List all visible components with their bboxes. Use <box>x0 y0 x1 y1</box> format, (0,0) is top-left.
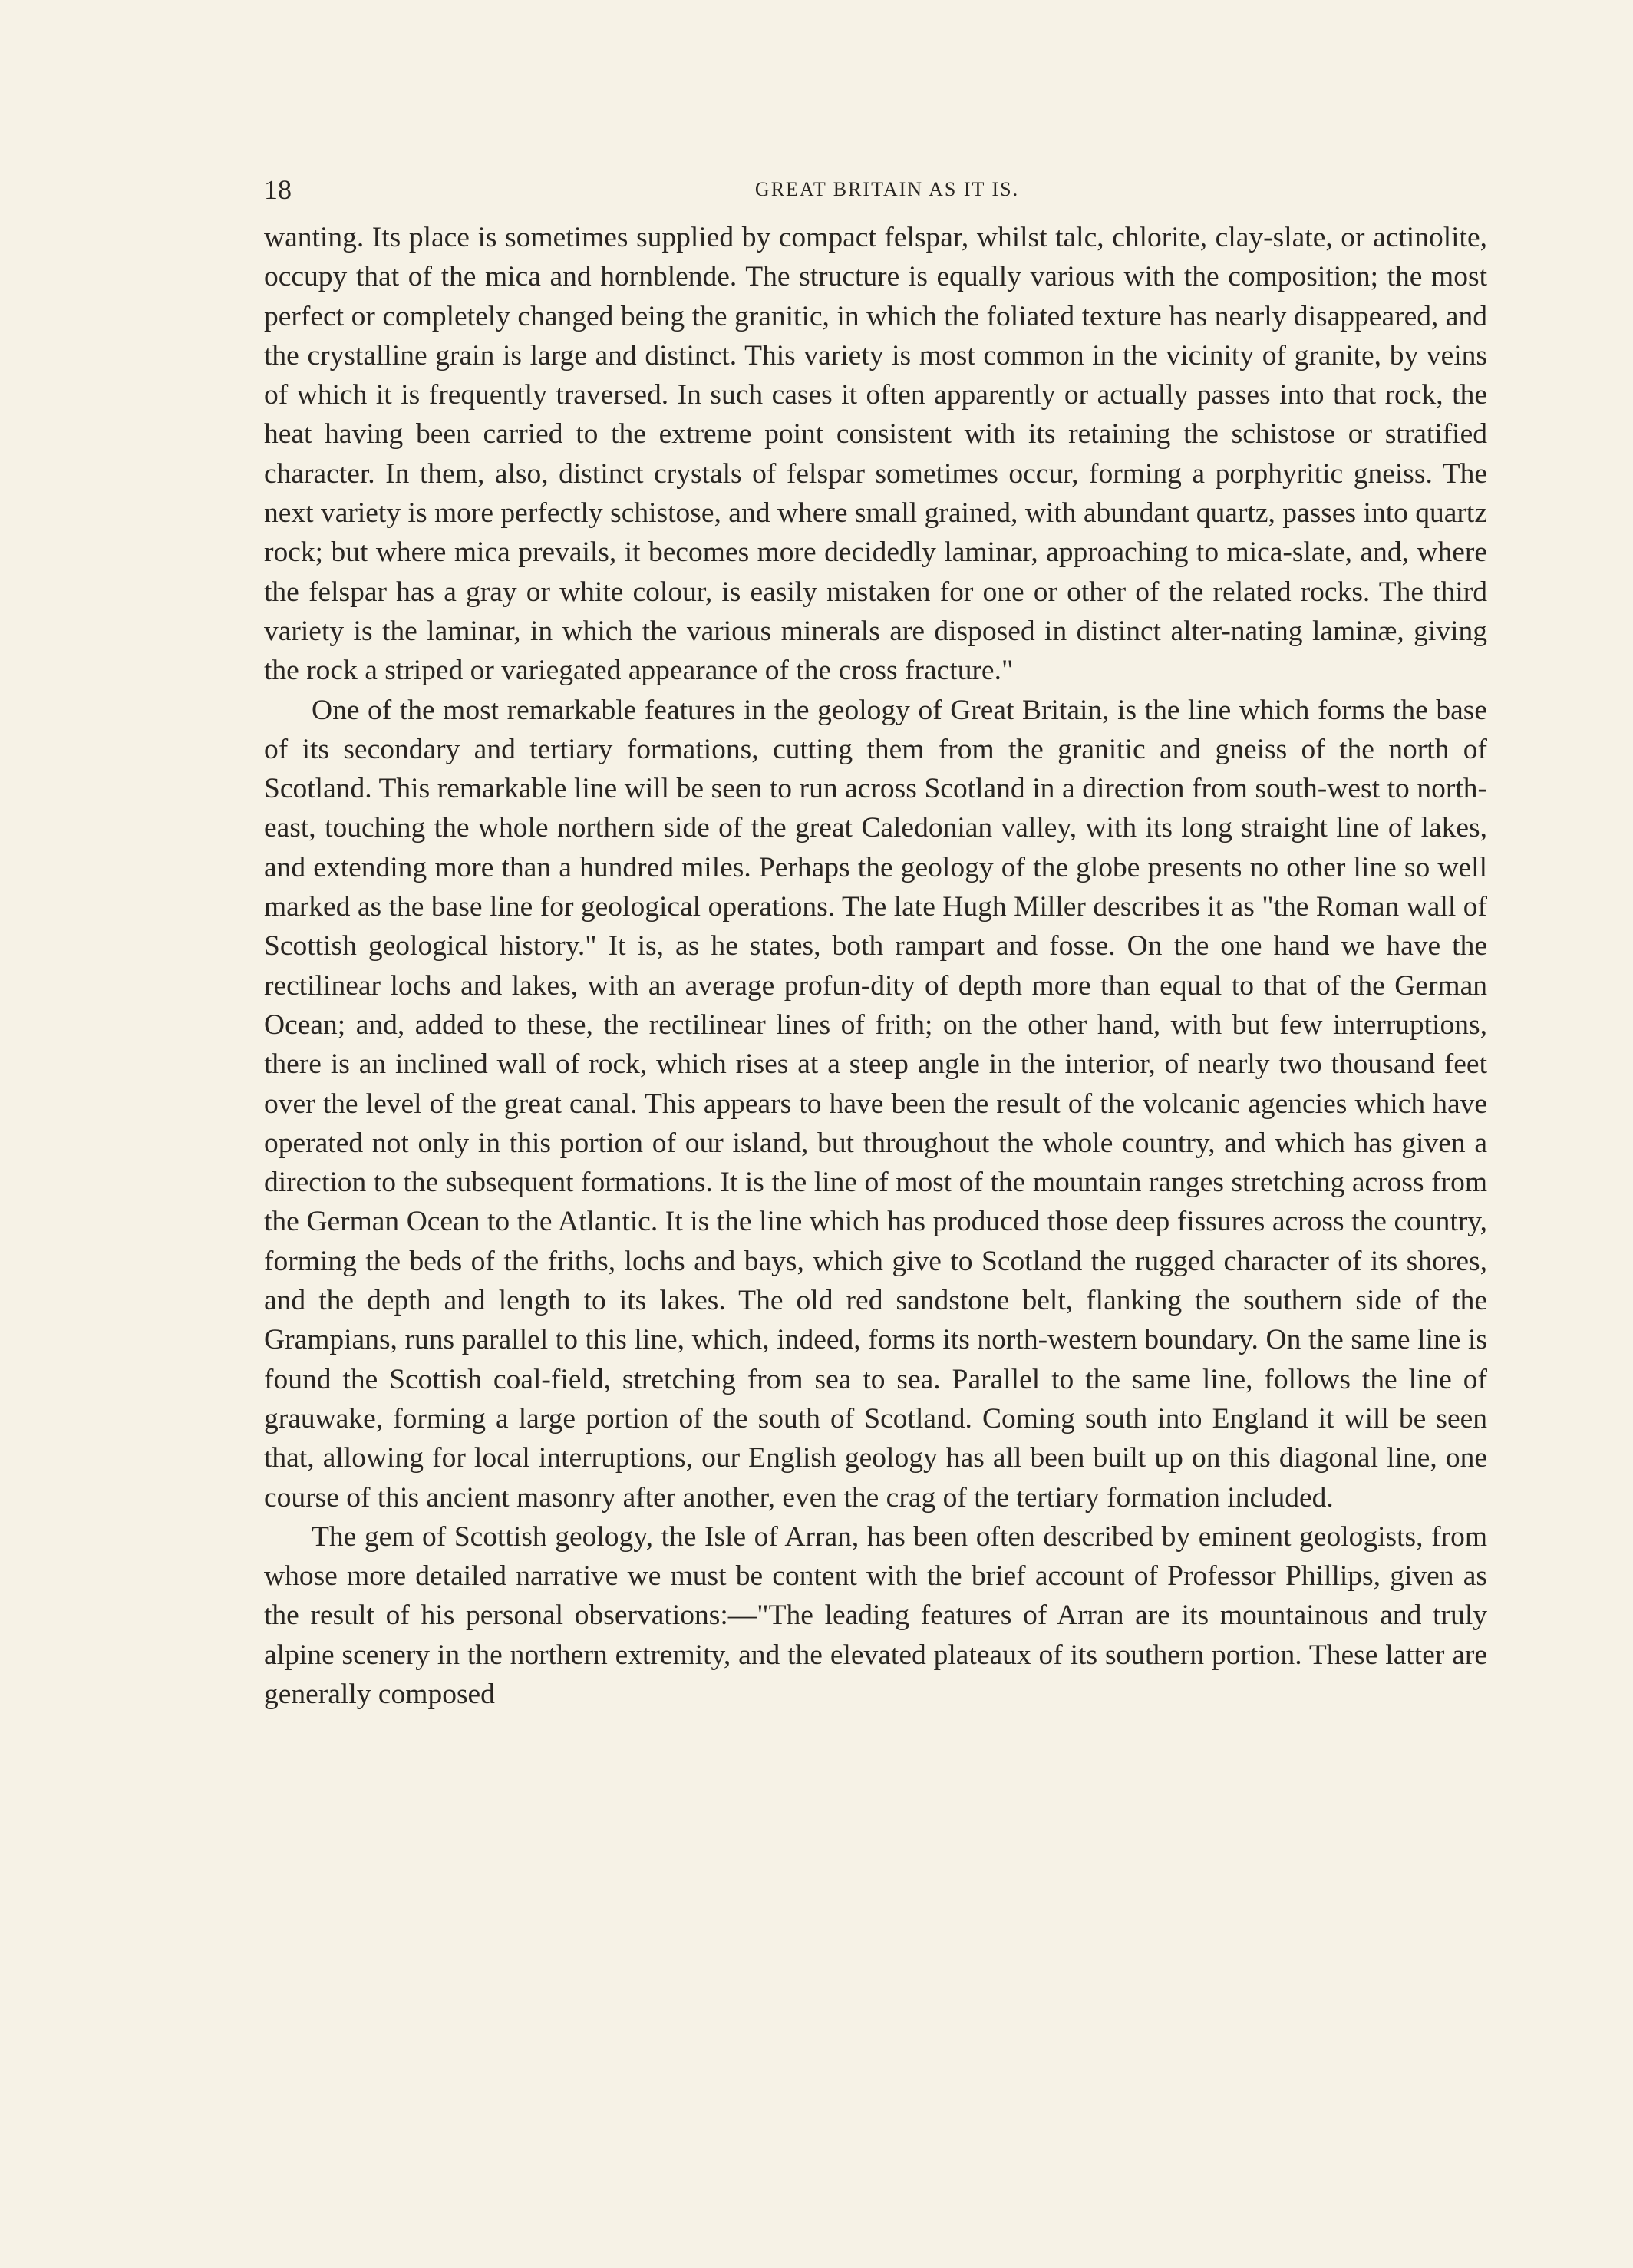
body-text <box>264 218 1487 1714</box>
paragraph-isle-of-arran: The gem of Scottish geology, the Isle of Arran, has been often described by eminent geologists, from whose more detailed narrative we must be content with the brief account of Professor Phillips, given as the result of his personal observations:—"The leading features of Arran are its mountainous and truly alpine scenery in the northern extremity, and the elevated plateaux of its southern portion. These latter are generally composed <box>264 1520 1487 1710</box>
paragraph-caledonian-line: One of the most remarkable features in the geology of Great Britain, is the line which forms the base of its secondary and tertiary formations, cutting them from the granitic and gneiss of the north of Scotland. This remarkable line will be seen to run across Scotland in a direction from south-west to north-east, touching the whole northern side of the great Caledonian valley, with its long straight line of lakes, and extending more than a hundred miles. Perhaps the geology of the globe presents no other line so well marked as the base line for geological operations. The late Hugh Miller describes it as "the Roman wall of Scottish geological history." It is, as he states, both rampart and fosse. On the one hand we have the rectilinear lochs and lakes, with an average profun-dity of depth more than equal to that of the German Ocean; and, added to these, the rectilinear lines of frith; on the other hand, with but few interruptions, there is an inclined wall of rock, which rises at a steep angle in the interior, of nearly two thousand feet over the level of the great canal. This appears to have been the result of the volcanic agencies which have operated not only in this portion of our island, but throughout the whole country, and which has given a direction to the subsequent formations. It is the line of most of the mountain ranges stretching across from the German Ocean to the Atlantic. It is the line which has produced those deep fissures across the country, forming the beds of the friths, lochs and bays, which give to Scotland the rugged character of its shores, and the depth and length to its lakes. The old red sandstone belt, flanking the southern side of the Grampians, runs parallel to this line, which, indeed, forms its north-western boundary. On the same line is found the Scottish coal-field, stretching from sea to sea. Parallel to the same line, follows the line of grauwake, forming a large portion of the south of Scotland. Coming south into England it will be seen that, allowing for local interruptions, our English geology has all been built up on this diagonal line, one course of this ancient masonry after another, even the crag of the tertiary formation included. <box>264 694 1487 1514</box>
page-number: 18 <box>264 174 292 205</box>
page-header <box>264 170 1487 209</box>
running-head: GREAT BRITAIN AS IT IS. <box>754 178 1020 200</box>
paragraph-continued: wanting. Its place is sometimes supplied by compact felspar, whilst talc, chlorite, clay-slate, or actinolite, occupy that of the mica and hornblende. The structure is equally various with the composition; the most perfect or completely changed being the granitic, in which the foliated texture has nearly disappeared, and the crystalline grain is large and distinct. This variety is most common in the vicinity of granite, by veins of which it is frequently traversed. In such cases it often apparently or actually passes into that rock, the heat having been carried to the extreme point consistent with its retaining the schistose or stratified character. In them, also, distinct crystals of felspar sometimes occur, forming a porphyritic gneiss. The next variety is more perfectly schistose, and where small grained, with abundant quartz, passes into quartz rock; but where mica prevails, it becomes more decidedly laminar, approaching to mica-slate, and, where the felspar has a gray or white colour, is easily mistaken for one or other of the related rocks. The third variety is the laminar, in which the various minerals are disposed in distinct alter-nating laminæ, giving the rock a striped or variegated appearance of the cross fracture." <box>264 222 1487 687</box>
